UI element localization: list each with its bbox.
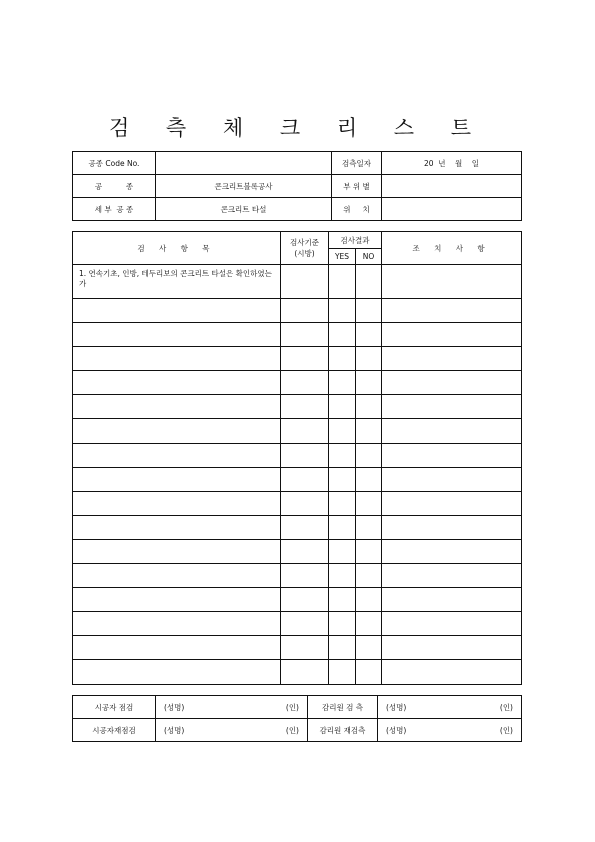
item-cell[interactable] xyxy=(73,660,281,684)
yes-cell[interactable] xyxy=(329,299,356,323)
yes-cell[interactable] xyxy=(329,265,356,299)
standard-cell[interactable] xyxy=(281,265,329,299)
sign-name-label: (성명) xyxy=(386,702,407,712)
seal-mark: (인) xyxy=(285,702,299,712)
item-cell[interactable] xyxy=(73,299,281,323)
yes-cell[interactable] xyxy=(329,612,356,636)
col-standard-line1: 검사기준 xyxy=(290,238,319,247)
no-cell[interactable] xyxy=(356,588,382,612)
no-cell[interactable] xyxy=(356,419,382,443)
sign-name-label: (성명) xyxy=(164,702,185,712)
table-row xyxy=(73,660,522,684)
table-row xyxy=(73,564,522,588)
sign-name-label: (성명) xyxy=(164,725,185,735)
no-cell[interactable] xyxy=(356,371,382,395)
check-item-text: 1. 연속기초, 인방, 테두리보의 콘크리트 타설은 확인하였는가 xyxy=(73,265,281,299)
no-cell[interactable] xyxy=(356,515,382,539)
yes-cell[interactable] xyxy=(329,515,356,539)
action-cell[interactable] xyxy=(382,660,522,684)
item-cell[interactable] xyxy=(73,323,281,347)
standard-cell[interactable] xyxy=(281,660,329,684)
table-row xyxy=(73,299,522,323)
item-cell[interactable] xyxy=(73,371,281,395)
yes-cell[interactable] xyxy=(329,636,356,660)
table-row xyxy=(73,395,522,419)
location-label: 위 치 xyxy=(332,198,382,221)
yes-cell[interactable] xyxy=(329,660,356,684)
action-cell[interactable] xyxy=(382,299,522,323)
no-cell[interactable] xyxy=(356,347,382,371)
standard-cell[interactable] xyxy=(281,515,329,539)
table-row xyxy=(73,612,522,636)
item-cell[interactable] xyxy=(73,347,281,371)
yes-cell[interactable] xyxy=(329,467,356,491)
sign-role-contractor: 시공자 점검 xyxy=(73,696,156,719)
yes-cell[interactable] xyxy=(329,588,356,612)
part-label: 부 위 별 xyxy=(332,175,382,198)
no-cell[interactable] xyxy=(356,636,382,660)
table-row xyxy=(73,443,522,467)
action-cell[interactable] xyxy=(382,395,522,419)
standard-cell[interactable] xyxy=(281,612,329,636)
table-row xyxy=(73,588,522,612)
table-row xyxy=(73,419,522,443)
item-cell[interactable] xyxy=(73,395,281,419)
table-row xyxy=(73,265,522,299)
no-cell[interactable] xyxy=(356,443,382,467)
sign-role-contractor-recheck: 시공자재점검 xyxy=(73,719,156,742)
standard-cell[interactable] xyxy=(281,299,329,323)
item-cell[interactable] xyxy=(73,636,281,660)
sign-name-contractor-recheck[interactable] xyxy=(156,719,308,742)
action-cell[interactable] xyxy=(382,265,522,299)
no-cell[interactable] xyxy=(356,491,382,515)
checklist-table xyxy=(72,231,522,685)
sign-role-supervisor-recheck: 감리원 재검측 xyxy=(308,719,378,742)
action-cell[interactable] xyxy=(382,371,522,395)
item-cell[interactable] xyxy=(73,539,281,563)
standard-cell[interactable] xyxy=(281,395,329,419)
standard-cell[interactable] xyxy=(281,491,329,515)
detail-label: 세 부 공 종 xyxy=(73,198,156,221)
action-cell[interactable] xyxy=(382,539,522,563)
yes-cell[interactable] xyxy=(329,539,356,563)
no-cell[interactable] xyxy=(356,323,382,347)
yes-cell[interactable] xyxy=(329,323,356,347)
action-cell[interactable] xyxy=(382,419,522,443)
table-row xyxy=(73,347,522,371)
table-row xyxy=(73,491,522,515)
standard-cell[interactable] xyxy=(281,347,329,371)
table-row xyxy=(73,515,522,539)
item-cell[interactable] xyxy=(73,443,281,467)
no-cell[interactable] xyxy=(356,467,382,491)
work-label: 공 종 xyxy=(73,175,156,198)
sign-name-contractor[interactable] xyxy=(156,696,308,719)
col-item-header: 검 사 항 목 xyxy=(73,232,281,265)
col-result-header: 검사결과 xyxy=(329,232,382,249)
detail-value[interactable]: 콘크리트 타설 xyxy=(156,198,332,221)
part-value[interactable] xyxy=(382,175,522,198)
no-cell[interactable] xyxy=(356,612,382,636)
item-cell[interactable] xyxy=(73,491,281,515)
seal-mark: (인) xyxy=(499,725,513,735)
action-cell[interactable] xyxy=(382,588,522,612)
col-no-header: NO xyxy=(356,249,382,265)
item-cell[interactable] xyxy=(73,612,281,636)
yes-cell[interactable] xyxy=(329,395,356,419)
action-cell[interactable] xyxy=(382,491,522,515)
sign-name-label: (성명) xyxy=(386,725,407,735)
seal-mark: (인) xyxy=(499,702,513,712)
item-cell[interactable] xyxy=(73,419,281,443)
no-cell[interactable] xyxy=(356,299,382,323)
action-cell[interactable] xyxy=(382,636,522,660)
item-cell[interactable] xyxy=(73,467,281,491)
seal-mark: (인) xyxy=(285,725,299,735)
sign-name-supervisor[interactable] xyxy=(378,696,522,719)
action-cell[interactable] xyxy=(382,467,522,491)
no-cell[interactable] xyxy=(356,395,382,419)
action-cell[interactable] xyxy=(382,564,522,588)
date-label: 검측일자 xyxy=(332,152,382,175)
yes-cell[interactable] xyxy=(329,347,356,371)
col-action-header: 조 치 사 항 xyxy=(382,232,522,265)
col-yes-header: YES xyxy=(329,249,356,265)
table-row xyxy=(73,323,522,347)
sign-role-supervisor: 감리원 검 측 xyxy=(308,696,378,719)
location-value[interactable] xyxy=(382,198,522,221)
sign-name-supervisor-recheck[interactable] xyxy=(378,719,522,742)
item-cell[interactable] xyxy=(73,588,281,612)
col-standard-line2: (시방) xyxy=(294,249,315,258)
action-cell[interactable] xyxy=(382,323,522,347)
table-row xyxy=(73,467,522,491)
yes-cell[interactable] xyxy=(329,443,356,467)
no-cell[interactable] xyxy=(356,564,382,588)
yes-cell[interactable] xyxy=(329,371,356,395)
code-value[interactable] xyxy=(156,152,332,175)
signature-table xyxy=(72,695,522,742)
standard-cell[interactable] xyxy=(281,636,329,660)
action-cell[interactable] xyxy=(382,443,522,467)
action-cell[interactable] xyxy=(382,515,522,539)
yes-cell[interactable] xyxy=(329,564,356,588)
standard-cell[interactable] xyxy=(281,564,329,588)
header-table xyxy=(72,151,522,221)
standard-cell[interactable] xyxy=(281,323,329,347)
date-value[interactable]: 20 년 월 일 xyxy=(382,152,522,175)
action-cell[interactable] xyxy=(382,612,522,636)
page-title: 검 측 체 크 리 스 트 xyxy=(108,116,487,140)
standard-cell[interactable] xyxy=(281,467,329,491)
standard-cell[interactable] xyxy=(281,539,329,563)
standard-cell[interactable] xyxy=(281,443,329,467)
work-value[interactable]: 콘크리트블록공사 xyxy=(156,175,332,198)
no-cell[interactable] xyxy=(356,265,382,299)
code-label: 공종 Code No. xyxy=(73,152,156,175)
item-cell[interactable] xyxy=(73,515,281,539)
table-row xyxy=(73,539,522,563)
standard-cell[interactable] xyxy=(281,371,329,395)
table-row xyxy=(73,371,522,395)
standard-cell[interactable] xyxy=(281,419,329,443)
action-cell[interactable] xyxy=(382,347,522,371)
yes-cell[interactable] xyxy=(329,419,356,443)
no-cell[interactable] xyxy=(356,660,382,684)
item-cell[interactable] xyxy=(73,564,281,588)
table-row xyxy=(73,636,522,660)
standard-cell[interactable] xyxy=(281,588,329,612)
yes-cell[interactable] xyxy=(329,491,356,515)
no-cell[interactable] xyxy=(356,539,382,563)
col-standard-header xyxy=(281,232,329,265)
